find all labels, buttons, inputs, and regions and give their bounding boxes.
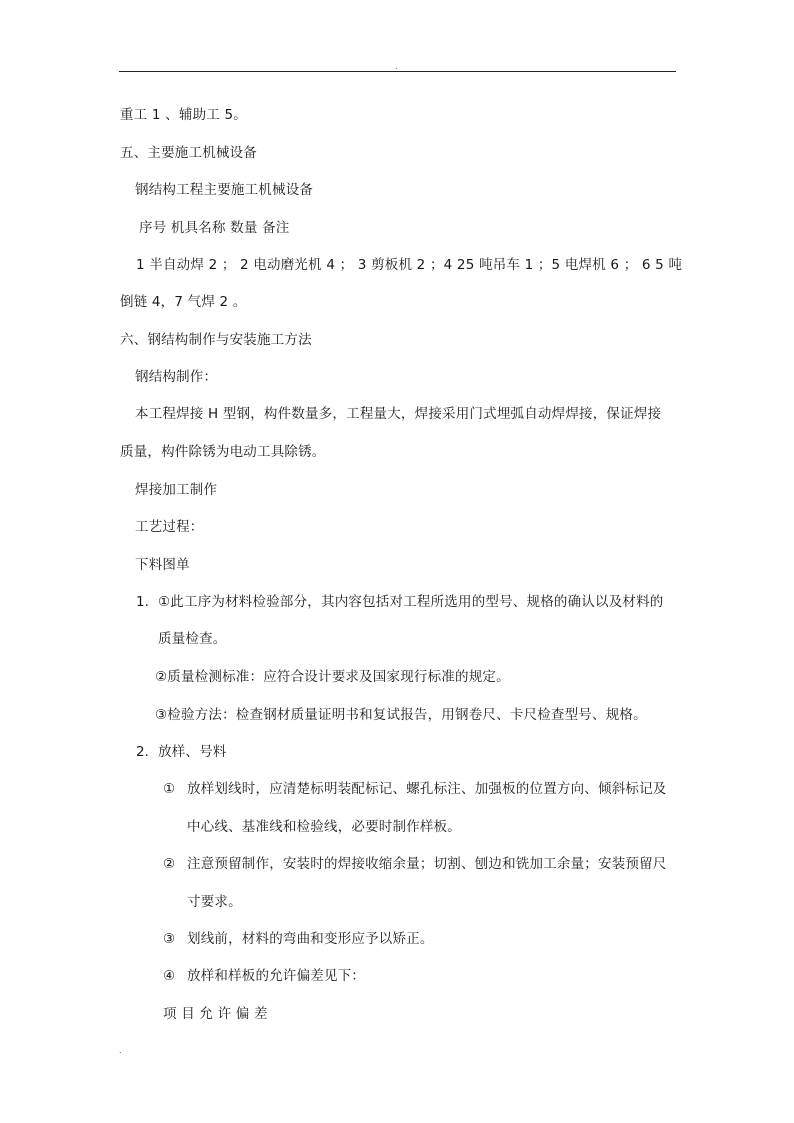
sub-item-line: 放样和样板的允许偏差见下： xyxy=(187,968,366,984)
sub-marker: ① xyxy=(163,781,176,797)
text-line: 焊接加工制作 xyxy=(135,482,218,498)
list-sub-item: ②质量检测标准：应符合设计要求及国家现行标准的规定。 xyxy=(155,669,510,685)
list-item-line: 质量检查。 xyxy=(158,631,227,647)
text-line: 工艺过程： xyxy=(135,519,204,535)
list-number: 1. xyxy=(136,594,149,610)
text-line: 钢结构制作： xyxy=(135,369,218,385)
list-sub-item: ③检验方法：检查钢材质量证明书和复试报告，用钢卷尺、卡尺检查型号、规格。 xyxy=(155,707,647,723)
sub-marker: ④ xyxy=(163,968,176,984)
footer-mark: . xyxy=(119,1046,122,1055)
list-item-title: 放样、号料 xyxy=(158,744,227,760)
tolerance-table-header: 项 目 允 许 偏 差 xyxy=(163,1006,268,1022)
sub-marker: ③ xyxy=(163,931,176,947)
sub-item-line: 划线前，材料的弯曲和变形应予以矫正。 xyxy=(187,931,434,947)
sub-item-line: 寸要求。 xyxy=(187,894,242,910)
list-item-line: ①此工序为材料检验部分，其内容包括对工程所选用的型号、规格的确认以及材料的 xyxy=(158,594,664,610)
section-heading-methods: 六、钢结构制作与安装施工方法 xyxy=(120,332,312,348)
text-line: 下料图单 xyxy=(135,557,190,573)
sub-item-line: 中心线、基准线和检验线，必要时制作样板。 xyxy=(187,819,461,835)
list-number: 2. xyxy=(136,744,149,760)
equipment-list-cont: 倒链 4，7 气焊 2 。 xyxy=(120,294,247,310)
header-mark: . xyxy=(395,62,398,71)
sub-marker: ② xyxy=(163,856,176,872)
section-heading-equipment: 五、主要施工机械设备 xyxy=(120,145,257,161)
header-rule xyxy=(119,71,676,72)
sub-item-line: 放样划线时，应清楚标明装配标记、螺孔标注、加强板的位置方向、倾斜标记及 xyxy=(187,781,667,797)
equipment-table-header: 序号 机具名称 数量 备注 xyxy=(139,220,290,236)
paragraph-line: 本工程焊接 H 型钢，构件数量多，工程量大，焊接采用门式埋弧自动焊焊接，保证焊接 xyxy=(135,406,662,422)
equipment-list: 1 半自动焊 2 ； 2 电动磨光机 4 ； 3 剪板机 2 ；4 25 吨吊车 1 ；5 电焊机 6 ； 6 5 吨 xyxy=(136,257,683,273)
paragraph-line: 质量，构件除锈为电动工具除锈。 xyxy=(120,444,326,460)
text-line: 钢结构工程主要施工机械设备 xyxy=(135,182,314,198)
text-line: 重工 1 、辅助工 5。 xyxy=(120,107,247,123)
sub-item-line: 注意预留制作，安装时的焊接收缩余量；切割、刨边和铣加工余量；安装预留尺 xyxy=(187,856,667,872)
